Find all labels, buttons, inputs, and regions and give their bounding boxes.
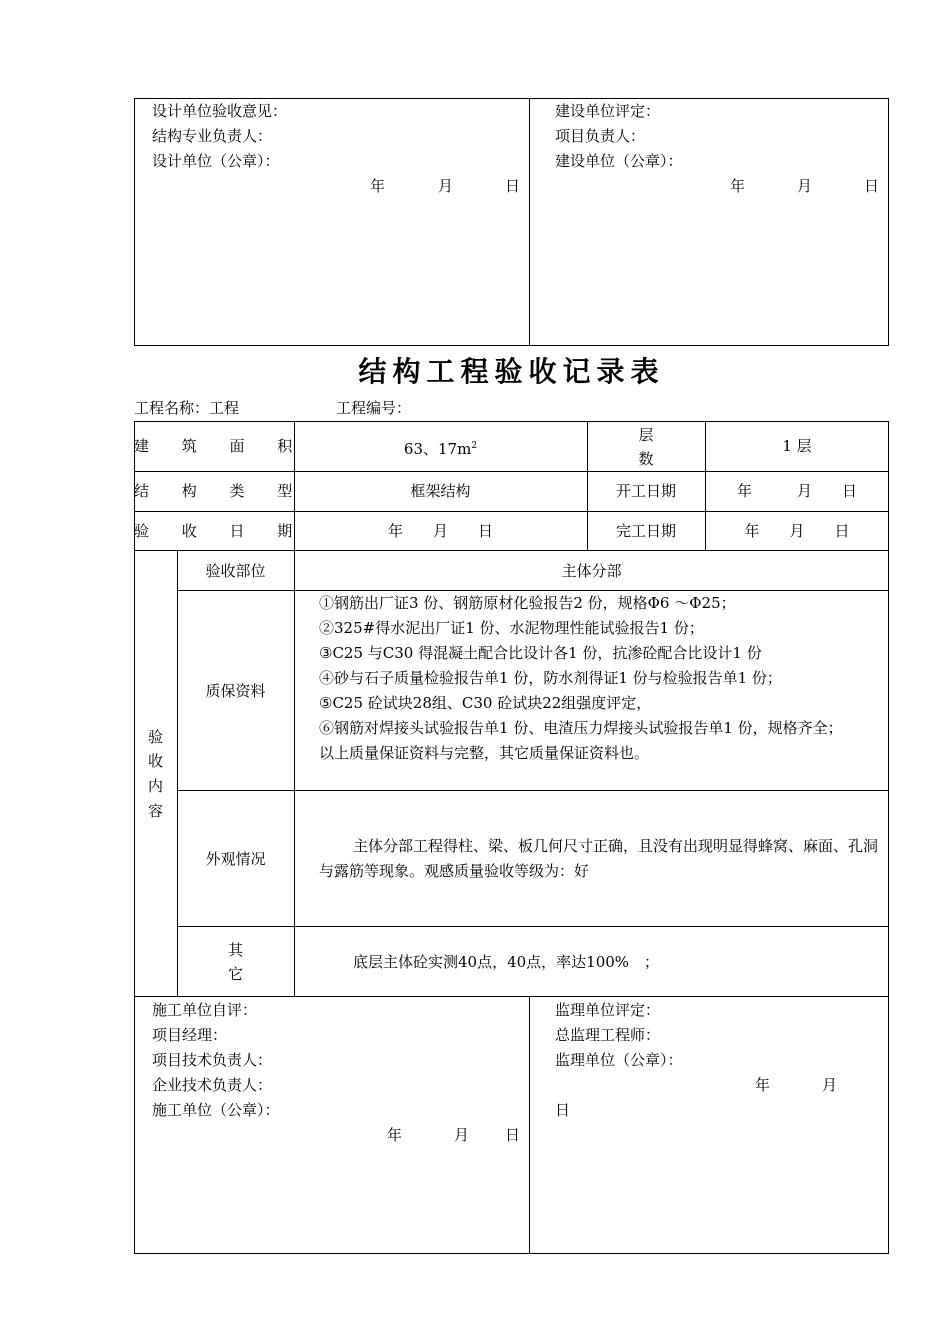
owner-date-month: 月 [797,177,813,195]
contractor-date-day: 日 [505,1126,521,1144]
contractor-seal: 施工单位（公章）： [152,1101,280,1119]
quality-item: ⑤C25 砼试块28组、C30 砼试块22组强度评定， [319,694,652,712]
contractor-date-month: 月 [454,1126,470,1144]
quality-item: ②325#得水泥出厂证1 份、水泥物理性能试验报告1 份； [319,619,704,637]
side-label-4: 容 [147,802,163,820]
side-label-2: 收 [147,752,163,770]
project-responsible: 项目负责人： [555,127,646,145]
design-date-month: 月 [438,177,454,195]
quality-item: ③C25 与C30 得混凝土配合比设计各1 份，抗渗砼配合比设计1 份 [319,644,762,662]
other-text: 底层主体砼实测40点，40点，率达100% ； [353,953,660,971]
appearance-label: 外观情况 [205,850,266,868]
structure-responsible: 结构专业负责人： [152,127,273,145]
supervisor-date-day: 日 [555,1101,571,1119]
design-date-year: 年 [370,177,386,195]
quality-item: ①钢筋出厂证3 份、钢筋原材化验报告2 份，规格Φ6 ～Φ25； [319,594,736,612]
supervisor-date-month: 月 [822,1076,838,1094]
bottom-divider [529,996,530,1254]
quality-item: 以上质量保证资料与完整，其它质量保证资料也。 [319,744,650,762]
quality-item: ④砂与石子质量检验报告单1 份，防水剂得证1 份与检验报告单1 份； [319,669,782,687]
supervisor-evaluation: 监理单位评定： [555,1001,661,1019]
other-label-1: 其 [227,941,243,959]
part-value: 主体分部 [561,562,622,580]
project-number: 工程编号： [336,399,412,417]
project-manager: 项目经理： [152,1026,228,1044]
quality-label: 质保资料 [205,682,266,700]
owner-date-year: 年 [730,177,746,195]
accept-date-value: 年 月 日 [387,522,493,540]
floors-value: 1 层 [782,437,812,455]
page-title: 结构工程验收记录表 [358,355,665,388]
supervisor-seal: 监理单位（公章）： [555,1051,683,1069]
accept-date-label: 验 收 日 期 [134,522,307,540]
finish-date-value: 年 月 日 [744,522,850,540]
side-label-1: 验 [147,728,163,746]
owner-unit-seal: 建设单位（公章）： [555,152,683,170]
owner-date-day: 日 [864,177,880,195]
quality-item: ⑥钢筋对焊接头试验报告单1 份、电渣压力焊接头试验报告单1 份，规格齐全； [319,719,843,737]
design-date-day: 日 [505,177,521,195]
floors-label-1: 层 [638,426,654,444]
start-date-label: 开工日期 [615,482,676,500]
structure-label: 结 构 类 型 [134,482,307,500]
project-tech-responsible: 项目技术负责人： [152,1051,273,1069]
part-label: 验收部位 [205,562,266,580]
contractor-date-year: 年 [387,1126,403,1144]
design-unit-opinion: 设计单位验收意见： [152,102,288,120]
side-label-3: 内 [147,777,163,795]
start-date-value: 年 月 日 [736,482,857,500]
contractor-self-eval: 施工单位自评： [152,1001,258,1019]
quality-list [319,591,883,766]
area-value: 63、$17m^2$ [403,440,478,458]
appearance-text: 主体分部工程得柱、梁、板几何尺寸正确，且没有出现明显得蜂窝、麻面、孔洞与露筋等现象。观感质量验收等级为：好 [319,837,879,880]
project-name: 工程名称：工程 [134,399,240,417]
structure-value: 框架结构 [410,482,471,500]
other-label-2: 它 [227,965,243,983]
chief-supervisor: 总监理工程师： [555,1026,661,1044]
finish-date-label: 完工日期 [615,522,676,540]
floors-label-2: 数 [638,450,654,468]
top-divider [529,98,530,346]
enterprise-tech-responsible: 企业技术负责人： [152,1076,273,1094]
area-label: 建 筑 面 积 [134,437,307,455]
design-unit-seal: 设计单位（公章）： [152,152,280,170]
owner-evaluation: 建设单位评定： [555,102,661,120]
supervisor-date-year: 年 [755,1076,771,1094]
